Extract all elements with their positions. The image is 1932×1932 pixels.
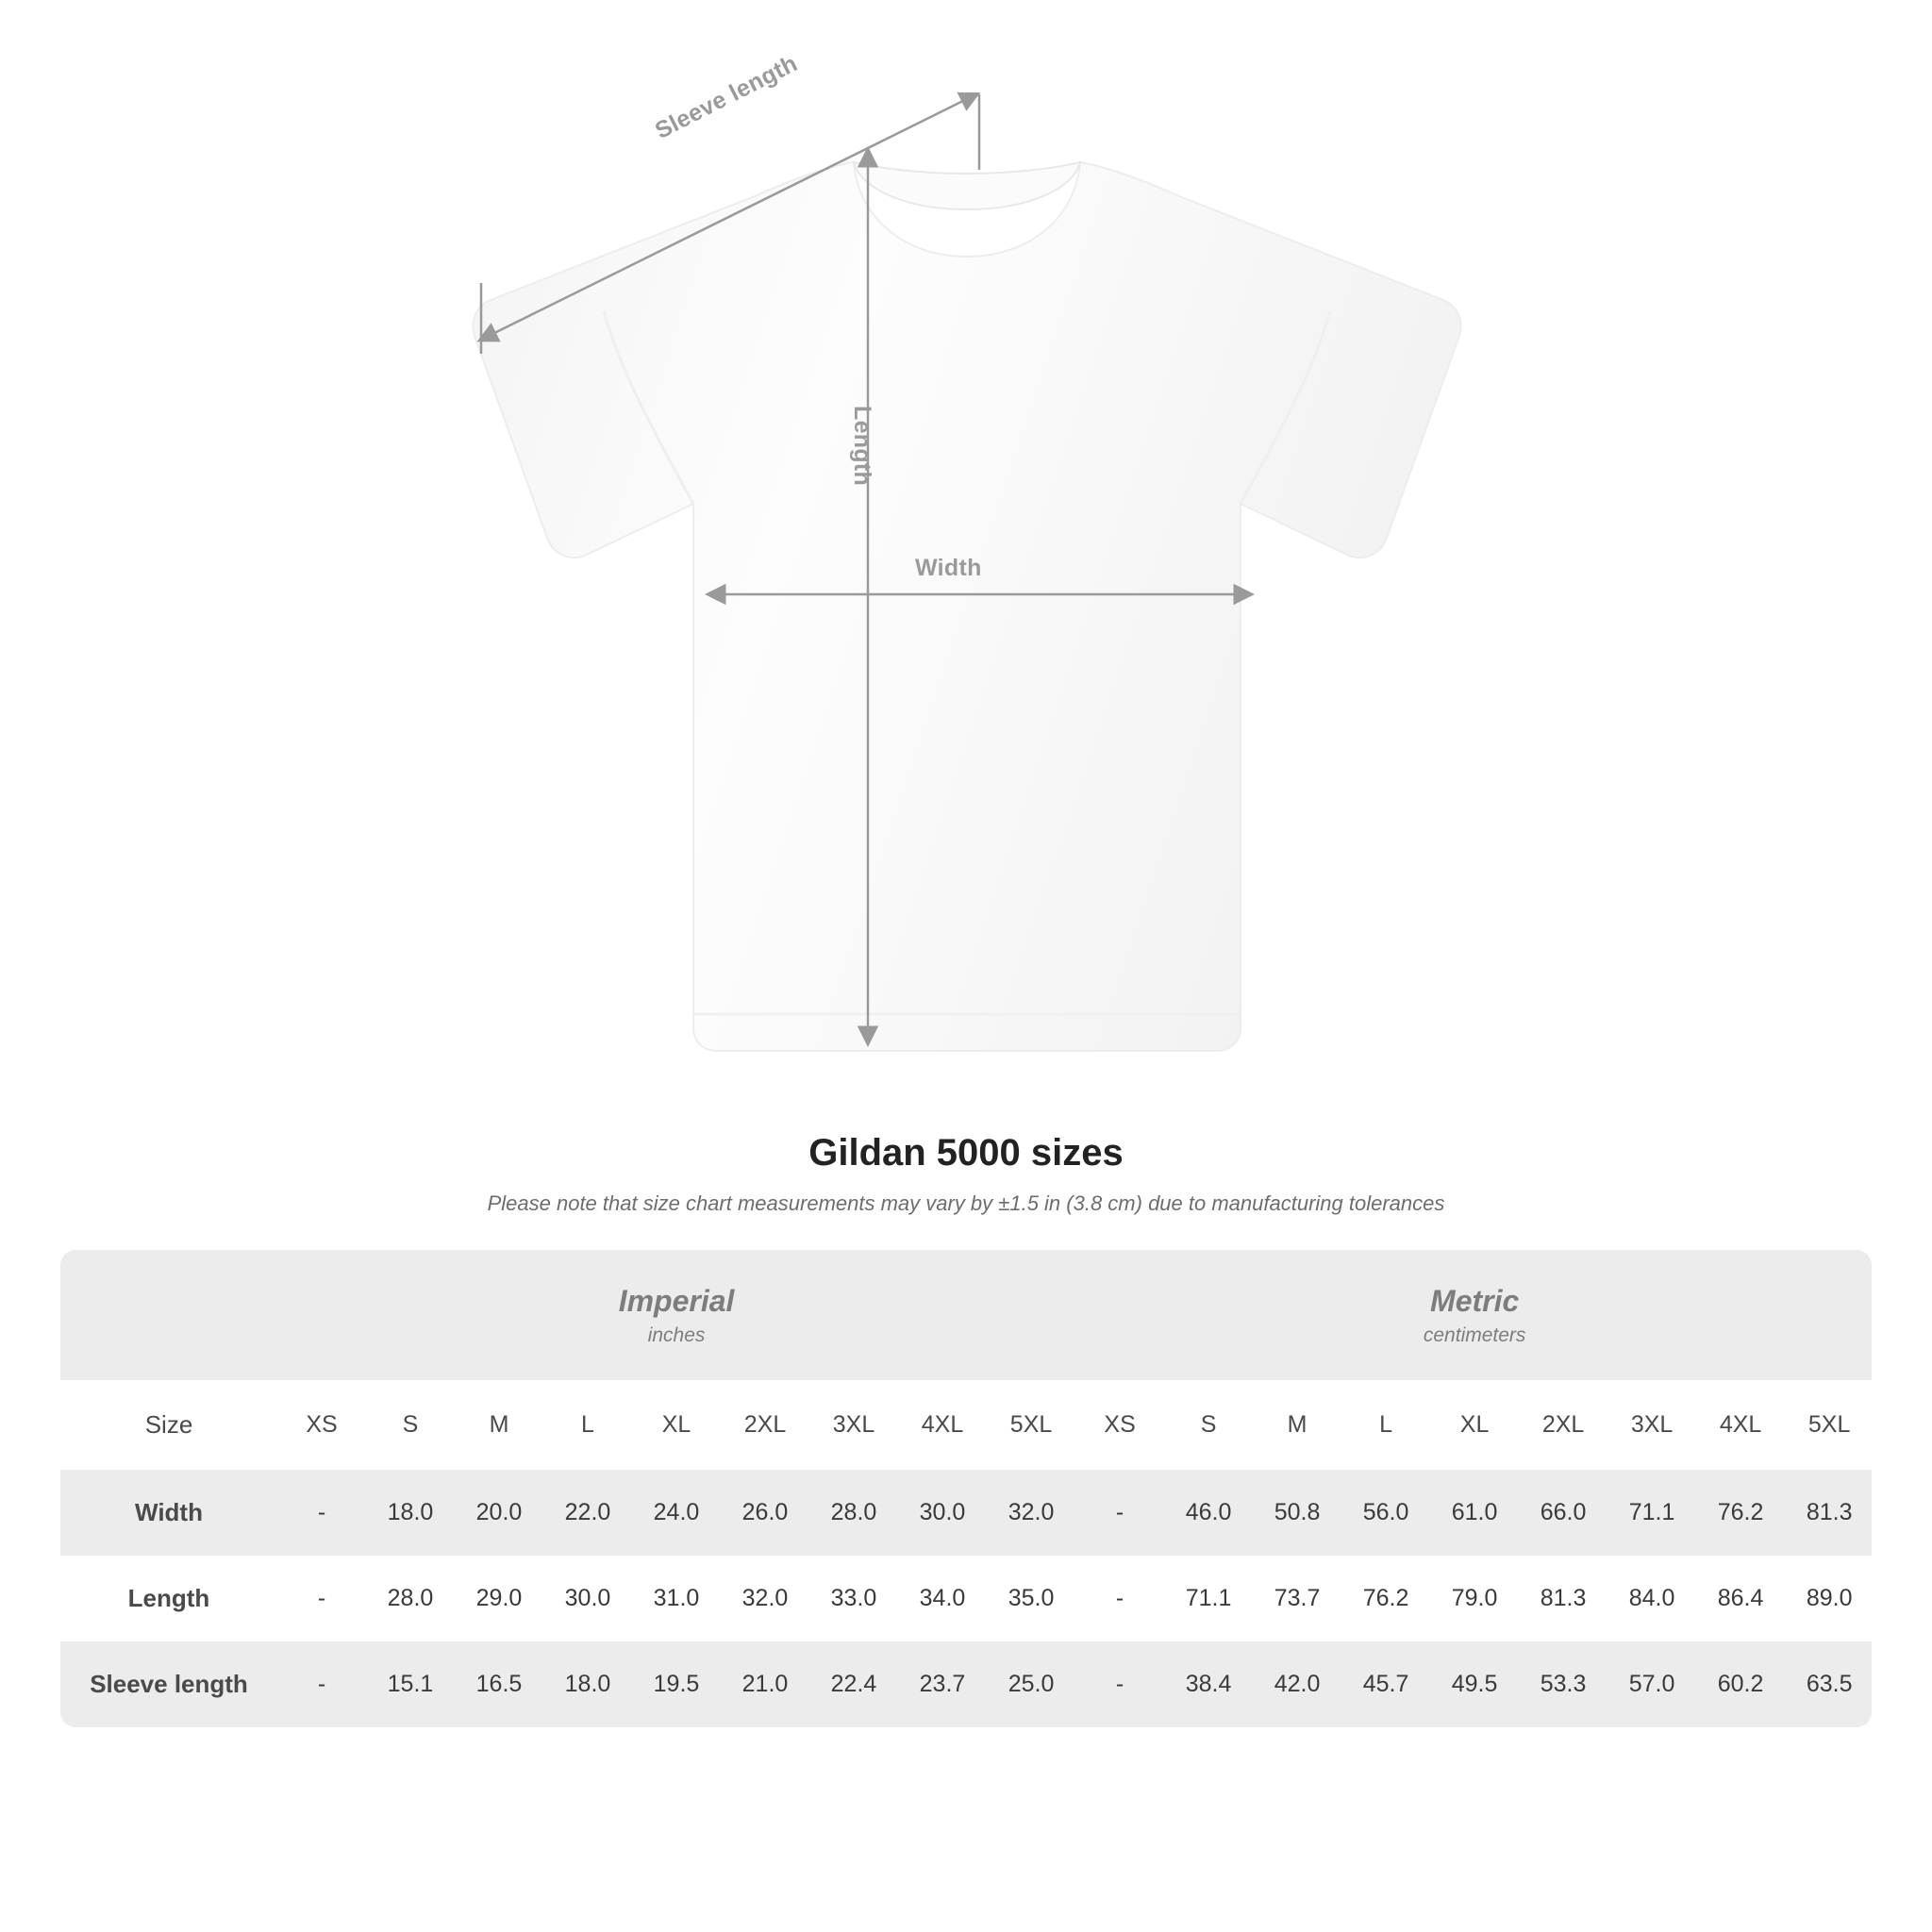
size-header-imperial-xl: XL (632, 1380, 721, 1470)
cell-sleeve-length-metric-l: 45.7 (1341, 1641, 1430, 1727)
unit-name: Metric (1430, 1284, 1520, 1318)
size-header-row (60, 1380, 1872, 1470)
unit-header-metric (1075, 1250, 1872, 1380)
cell-length-imperial-4xl: 34.0 (919, 1584, 966, 1611)
size-header-imperial-3xl: 3XL (809, 1380, 898, 1470)
cell-width-imperial-2xl: 26.0 (721, 1470, 809, 1556)
size-header-metric-5xl: 5XL (1785, 1380, 1872, 1470)
cell-sleeve-length-imperial-l: 18.0 (543, 1641, 632, 1727)
cell-length-metric-5xl: 89.0 (1806, 1584, 1853, 1611)
cell-sleeve-length-metric-3xl: 57.0 (1607, 1641, 1696, 1727)
cell-sleeve-length-imperial-m: 16.5 (455, 1641, 543, 1727)
cell-width-metric-l: 56.0 (1341, 1470, 1430, 1556)
size-header-metric-3xl: 3XL (1607, 1380, 1696, 1470)
cell-width-metric-5xl: 81.3 (1785, 1470, 1872, 1556)
cell-sleeve-length-metric-m: 42.0 (1253, 1641, 1341, 1727)
unit-spacer-cell (60, 1250, 277, 1380)
cell-width-imperial-3xl: 28.0 (809, 1470, 898, 1556)
cell-width-imperial-4xl: 30.0 (898, 1470, 987, 1556)
row-label: Width (60, 1470, 277, 1556)
size-header-metric-4xl: 4XL (1696, 1380, 1785, 1470)
size-table-container (60, 1250, 1872, 1727)
cell-length-metric-s: 71.1 (1185, 1584, 1232, 1611)
cell-length-metric-xs: - (1115, 1584, 1124, 1611)
cell-length-imperial-2xl: 32.0 (741, 1584, 789, 1611)
size-header-imperial-s: S (366, 1380, 455, 1470)
cell-sleeve-length-metric-s: 38.4 (1164, 1641, 1253, 1727)
cell-length-metric-3xl: 84.0 (1628, 1584, 1675, 1611)
cell-sleeve-length-metric-xs: - (1075, 1641, 1164, 1727)
unit-name: Imperial (618, 1284, 735, 1318)
size-header-metric-xs: XS (1075, 1380, 1164, 1470)
cell-sleeve-length-imperial-xl: 19.5 (632, 1641, 721, 1727)
cell-length-imperial-xs: - (317, 1584, 326, 1611)
cell-sleeve-length-imperial-xs: - (277, 1641, 366, 1727)
size-header-metric-xl: XL (1430, 1380, 1519, 1470)
cell-width-metric-m: 50.8 (1253, 1470, 1341, 1556)
cell-width-imperial-xs: - (277, 1470, 366, 1556)
page-title: Gildan 5000 sizes (808, 1132, 1124, 1174)
unit-sub: inches (647, 1324, 706, 1346)
size-header-imperial-5xl: 5XL (987, 1380, 1075, 1470)
cell-width-imperial-xl: 24.0 (632, 1470, 721, 1556)
cell-width-imperial-m: 20.0 (455, 1470, 543, 1556)
size-header-metric-m: M (1253, 1380, 1341, 1470)
cell-length-metric-xl: 79.0 (1451, 1584, 1498, 1611)
unit-header-imperial (277, 1250, 1075, 1380)
cell-width-metric-3xl: 71.1 (1607, 1470, 1696, 1556)
cell-width-imperial-5xl: 32.0 (987, 1470, 1075, 1556)
cell-width-metric-s: 46.0 (1164, 1470, 1253, 1556)
cell-length-metric-4xl: 86.4 (1717, 1584, 1764, 1611)
size-header-metric-s: S (1164, 1380, 1253, 1470)
cell-length-imperial-3xl: 33.0 (830, 1584, 877, 1611)
cell-length-metric-2xl: 81.3 (1540, 1584, 1587, 1611)
table-row-sleeve-length (60, 1641, 1872, 1727)
size-header-imperial-4xl: 4XL (898, 1380, 987, 1470)
sleeve-length-label: Sleeve length (651, 50, 802, 144)
size-header-imperial-xs: XS (277, 1380, 366, 1470)
tolerance-note: Please note that size chart measurements may vary by ±1.5 in (3.8 cm) due to manufacturing tolerances (487, 1191, 1445, 1215)
cell-width-metric-2xl: 66.0 (1519, 1470, 1607, 1556)
chart-heading (0, 1132, 1932, 1216)
cell-sleeve-length-imperial-s: 15.1 (366, 1641, 455, 1727)
row-label: Sleeve length (60, 1641, 277, 1727)
cell-width-imperial-s: 18.0 (366, 1470, 455, 1556)
cell-width-metric-xl: 61.0 (1430, 1470, 1519, 1556)
unit-header-row (60, 1250, 1872, 1380)
size-header-imperial-2xl: 2XL (721, 1380, 809, 1470)
cell-sleeve-length-metric-2xl: 53.3 (1519, 1641, 1607, 1727)
cell-sleeve-length-metric-xl: 49.5 (1430, 1641, 1519, 1727)
cell-sleeve-length-imperial-3xl: 22.4 (809, 1641, 898, 1727)
size-header-metric-2xl: 2XL (1519, 1380, 1607, 1470)
tshirt-shape (473, 162, 1460, 1051)
table-row-width (60, 1470, 1872, 1556)
size-header-imperial-m: M (455, 1380, 543, 1470)
size-header-label: Size (60, 1380, 277, 1470)
unit-sub: centimeters (1423, 1324, 1526, 1346)
size-header-metric-l: L (1341, 1380, 1430, 1470)
cell-length-metric-l: 76.2 (1362, 1584, 1409, 1611)
cell-length-imperial-s: 28.0 (387, 1584, 434, 1611)
cell-width-metric-4xl: 76.2 (1696, 1470, 1785, 1556)
cell-sleeve-length-imperial-4xl: 23.7 (898, 1641, 987, 1727)
width-label: Width (915, 555, 982, 581)
length-label: Length (849, 406, 875, 487)
cell-sleeve-length-metric-5xl: 63.5 (1785, 1641, 1872, 1727)
cell-sleeve-length-imperial-2xl: 21.0 (721, 1641, 809, 1727)
cell-length-imperial-xl: 31.0 (653, 1584, 700, 1611)
cell-width-imperial-l: 22.0 (543, 1470, 632, 1556)
cell-sleeve-length-imperial-5xl: 25.0 (987, 1641, 1075, 1727)
cell-length-imperial-5xl: 35.0 (1008, 1584, 1055, 1611)
size-table (60, 1250, 1872, 1727)
cell-length-imperial-l: 30.0 (564, 1584, 611, 1611)
cell-length-metric-m: 73.7 (1274, 1584, 1321, 1611)
table-row-length (60, 1556, 1872, 1641)
cell-width-metric-xs: - (1075, 1470, 1164, 1556)
cell-length-imperial-m: 29.0 (475, 1584, 523, 1611)
size-header-imperial-l: L (543, 1380, 632, 1470)
row-label: Length (127, 1583, 210, 1612)
cell-sleeve-length-metric-4xl: 60.2 (1696, 1641, 1785, 1727)
